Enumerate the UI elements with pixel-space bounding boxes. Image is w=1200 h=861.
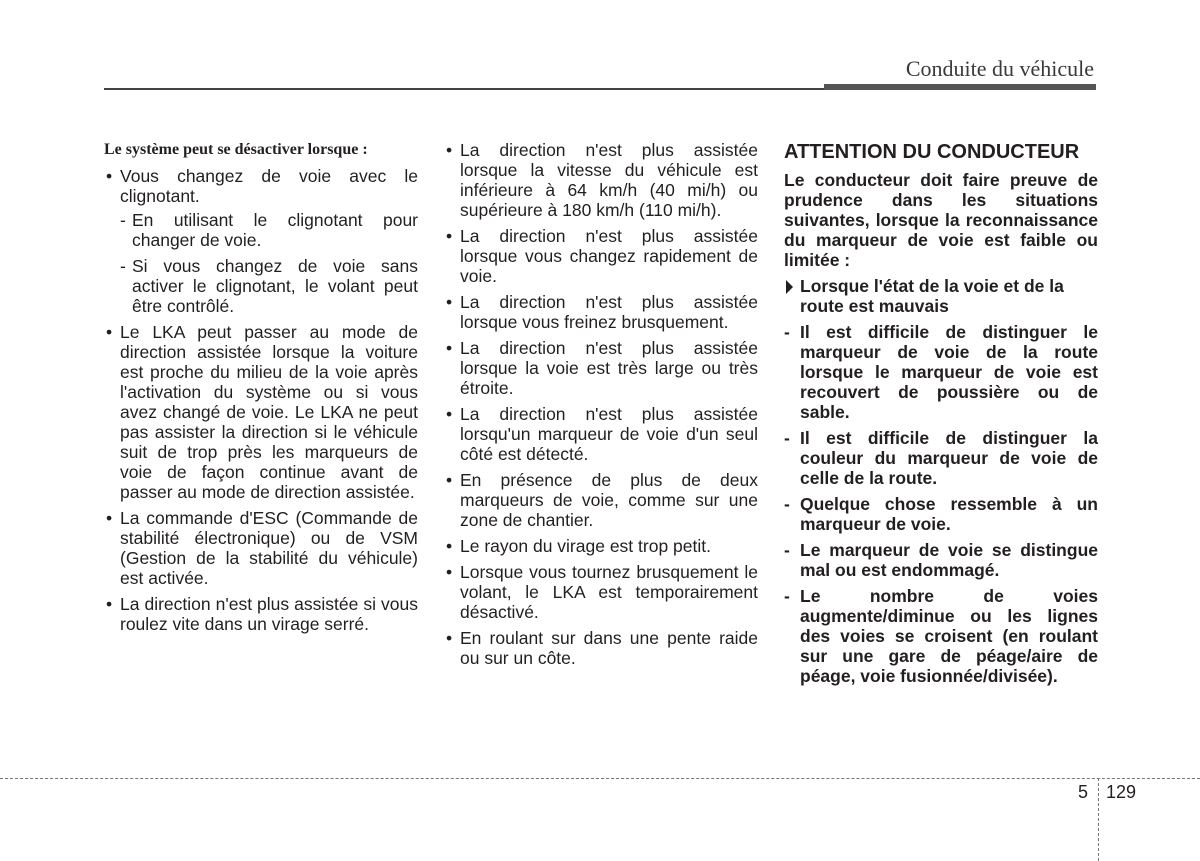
footer-rule xyxy=(0,778,1200,779)
header-rule xyxy=(104,88,824,90)
list-item-text: La commande d'ESC (Commande de stabilité électronique) ou de VSM (Gestion de la stabilité du véhicule) est activée. xyxy=(120,508,418,588)
bullet-icon: • xyxy=(446,338,453,358)
column-3 xyxy=(784,140,1098,692)
list-item-text: Il est difficile de distinguer le marqueur de voie de la route lorsque le marqueur de voie est recouvert de poussière ou de sable. xyxy=(800,322,1098,422)
sub-list-item-text: Si vous changez de voie sans activer le clignotant, le volant peut être contrôlé. xyxy=(132,256,418,316)
page-number: 129 xyxy=(1106,782,1137,802)
list-item-text: En roulant sur dans une pente raide ou sur un côte. xyxy=(460,628,758,668)
list-item-text: Lorsque vous tournez brusquement le volant, le LKA est temporairement désactivé. xyxy=(460,562,758,622)
list-item-text: En présence de plus de deux marqueurs de voie, comme sur une zone de chantier. xyxy=(460,470,758,530)
dash-list xyxy=(784,322,1098,686)
dash-icon: - xyxy=(784,428,790,448)
bullet-icon: • xyxy=(106,166,113,186)
dash-icon: - xyxy=(784,322,790,342)
caution-intro: Le conducteur doit faire preuve de prudence dans les situations suivantes, lorsque la reconnaissance du marqueur de voie est faible ou limitée : xyxy=(784,170,1098,270)
list-item-text: Quelque chose ressemble à un marqueur de voie. xyxy=(800,494,1098,534)
list-item xyxy=(444,562,758,622)
column-intro: Le système peut se désactiver lorsque : xyxy=(104,141,368,158)
bullet-icon: • xyxy=(446,226,453,246)
bullet-icon: • xyxy=(446,404,453,424)
list-item-text: La direction n'est plus assistée si vous roulez vite dans un virage serré. xyxy=(120,594,418,634)
list-item xyxy=(784,428,1098,488)
dash-icon: - xyxy=(784,494,790,514)
sub-list xyxy=(120,210,418,316)
bullet-icon: • xyxy=(446,628,453,648)
condition-text: Lorsque l'état de la voie et de la route est mauvais xyxy=(800,276,1064,316)
bullet-icon: • xyxy=(446,470,453,490)
list-item-text: La direction n'est plus assistée lorsque la voie est très large ou très étroite. xyxy=(460,338,758,398)
list-item-text: Le rayon du virage est trop petit. xyxy=(460,536,711,556)
bullet-icon: • xyxy=(106,322,113,342)
list-item xyxy=(784,322,1098,422)
bullet-icon: • xyxy=(106,508,113,528)
condition-heading xyxy=(784,276,1098,316)
list-item xyxy=(444,470,758,530)
caution-title: ATTENTION DU CONDUCTEUR xyxy=(784,141,1080,163)
sub-list-item xyxy=(120,210,418,250)
list-item xyxy=(784,586,1098,686)
list-item-text: Le nombre de voies augmente/diminue ou les lignes des voies se croisent (en roulant sur une gare de péage/aire de péage, voie fusionnée/divisée). xyxy=(800,586,1098,686)
list-item xyxy=(784,540,1098,580)
dash-icon: - xyxy=(784,586,790,606)
list-item xyxy=(104,166,418,316)
list-item xyxy=(444,338,758,398)
dash-icon: - xyxy=(120,256,126,276)
bullet-icon: • xyxy=(446,562,453,582)
section-title: Conduite du véhicule xyxy=(905,56,1094,81)
list-item xyxy=(444,292,758,332)
list-item-text: Le LKA peut passer au mode de direction assistée lorsque la voiture est proche du milieu de la voie après l'activation du système ou si vous avez changé de voie. Le LKA ne peut pas assister la direction si le véhicule suit de trop près les marqueurs de voie de façon continue avant de passer au mode de direction assistée. xyxy=(120,322,418,502)
column-2 xyxy=(444,140,758,674)
header-rule-accent xyxy=(824,84,1096,90)
list-item-text: Vous changez de voie avec le clignotant. xyxy=(120,166,418,206)
column-1 xyxy=(104,140,418,640)
sub-list-item xyxy=(120,256,418,316)
chapter-number: 5 xyxy=(1078,782,1089,802)
list-item xyxy=(784,494,1098,534)
list-item xyxy=(444,628,758,668)
list-item-text: Il est difficile de distinguer la couleur du marqueur de voie de celle de la route. xyxy=(800,428,1098,488)
dash-icon: - xyxy=(120,210,126,230)
footer-divider xyxy=(1098,778,1099,861)
list-item xyxy=(104,322,418,502)
list-item-text: La direction n'est plus assistée lorsque la vitesse du véhicule est inférieure à 64 km/h (40 mi/h) ou supérieure à 180 km/h (110 mi/h). xyxy=(460,140,758,220)
list-item-text: La direction n'est plus assistée lorsqu'un marqueur de voie d'un seul côté est détecté. xyxy=(460,404,758,464)
list-item xyxy=(104,508,418,588)
bullet-list xyxy=(444,140,758,668)
list-item xyxy=(104,594,418,634)
bullet-icon: • xyxy=(446,292,453,312)
bullet-list xyxy=(104,166,418,634)
triangle-bullet-icon xyxy=(786,280,793,294)
list-item xyxy=(444,140,758,220)
list-item-text: La direction n'est plus assistée lorsque vous changez rapidement de voie. xyxy=(460,226,758,286)
list-item xyxy=(444,404,758,464)
sub-list-item-text: En utilisant le clignotant pour changer de voie. xyxy=(132,210,418,250)
bullet-icon: • xyxy=(446,536,453,556)
list-item-text: La direction n'est plus assistée lorsque vous freinez brusquement. xyxy=(460,292,758,332)
bullet-icon: • xyxy=(106,594,113,614)
list-item-text: Le marqueur de voie se distingue mal ou est endommagé. xyxy=(800,540,1098,580)
dash-icon: - xyxy=(784,540,790,560)
list-item xyxy=(444,226,758,286)
bullet-icon: • xyxy=(446,140,453,160)
list-item xyxy=(444,536,758,556)
